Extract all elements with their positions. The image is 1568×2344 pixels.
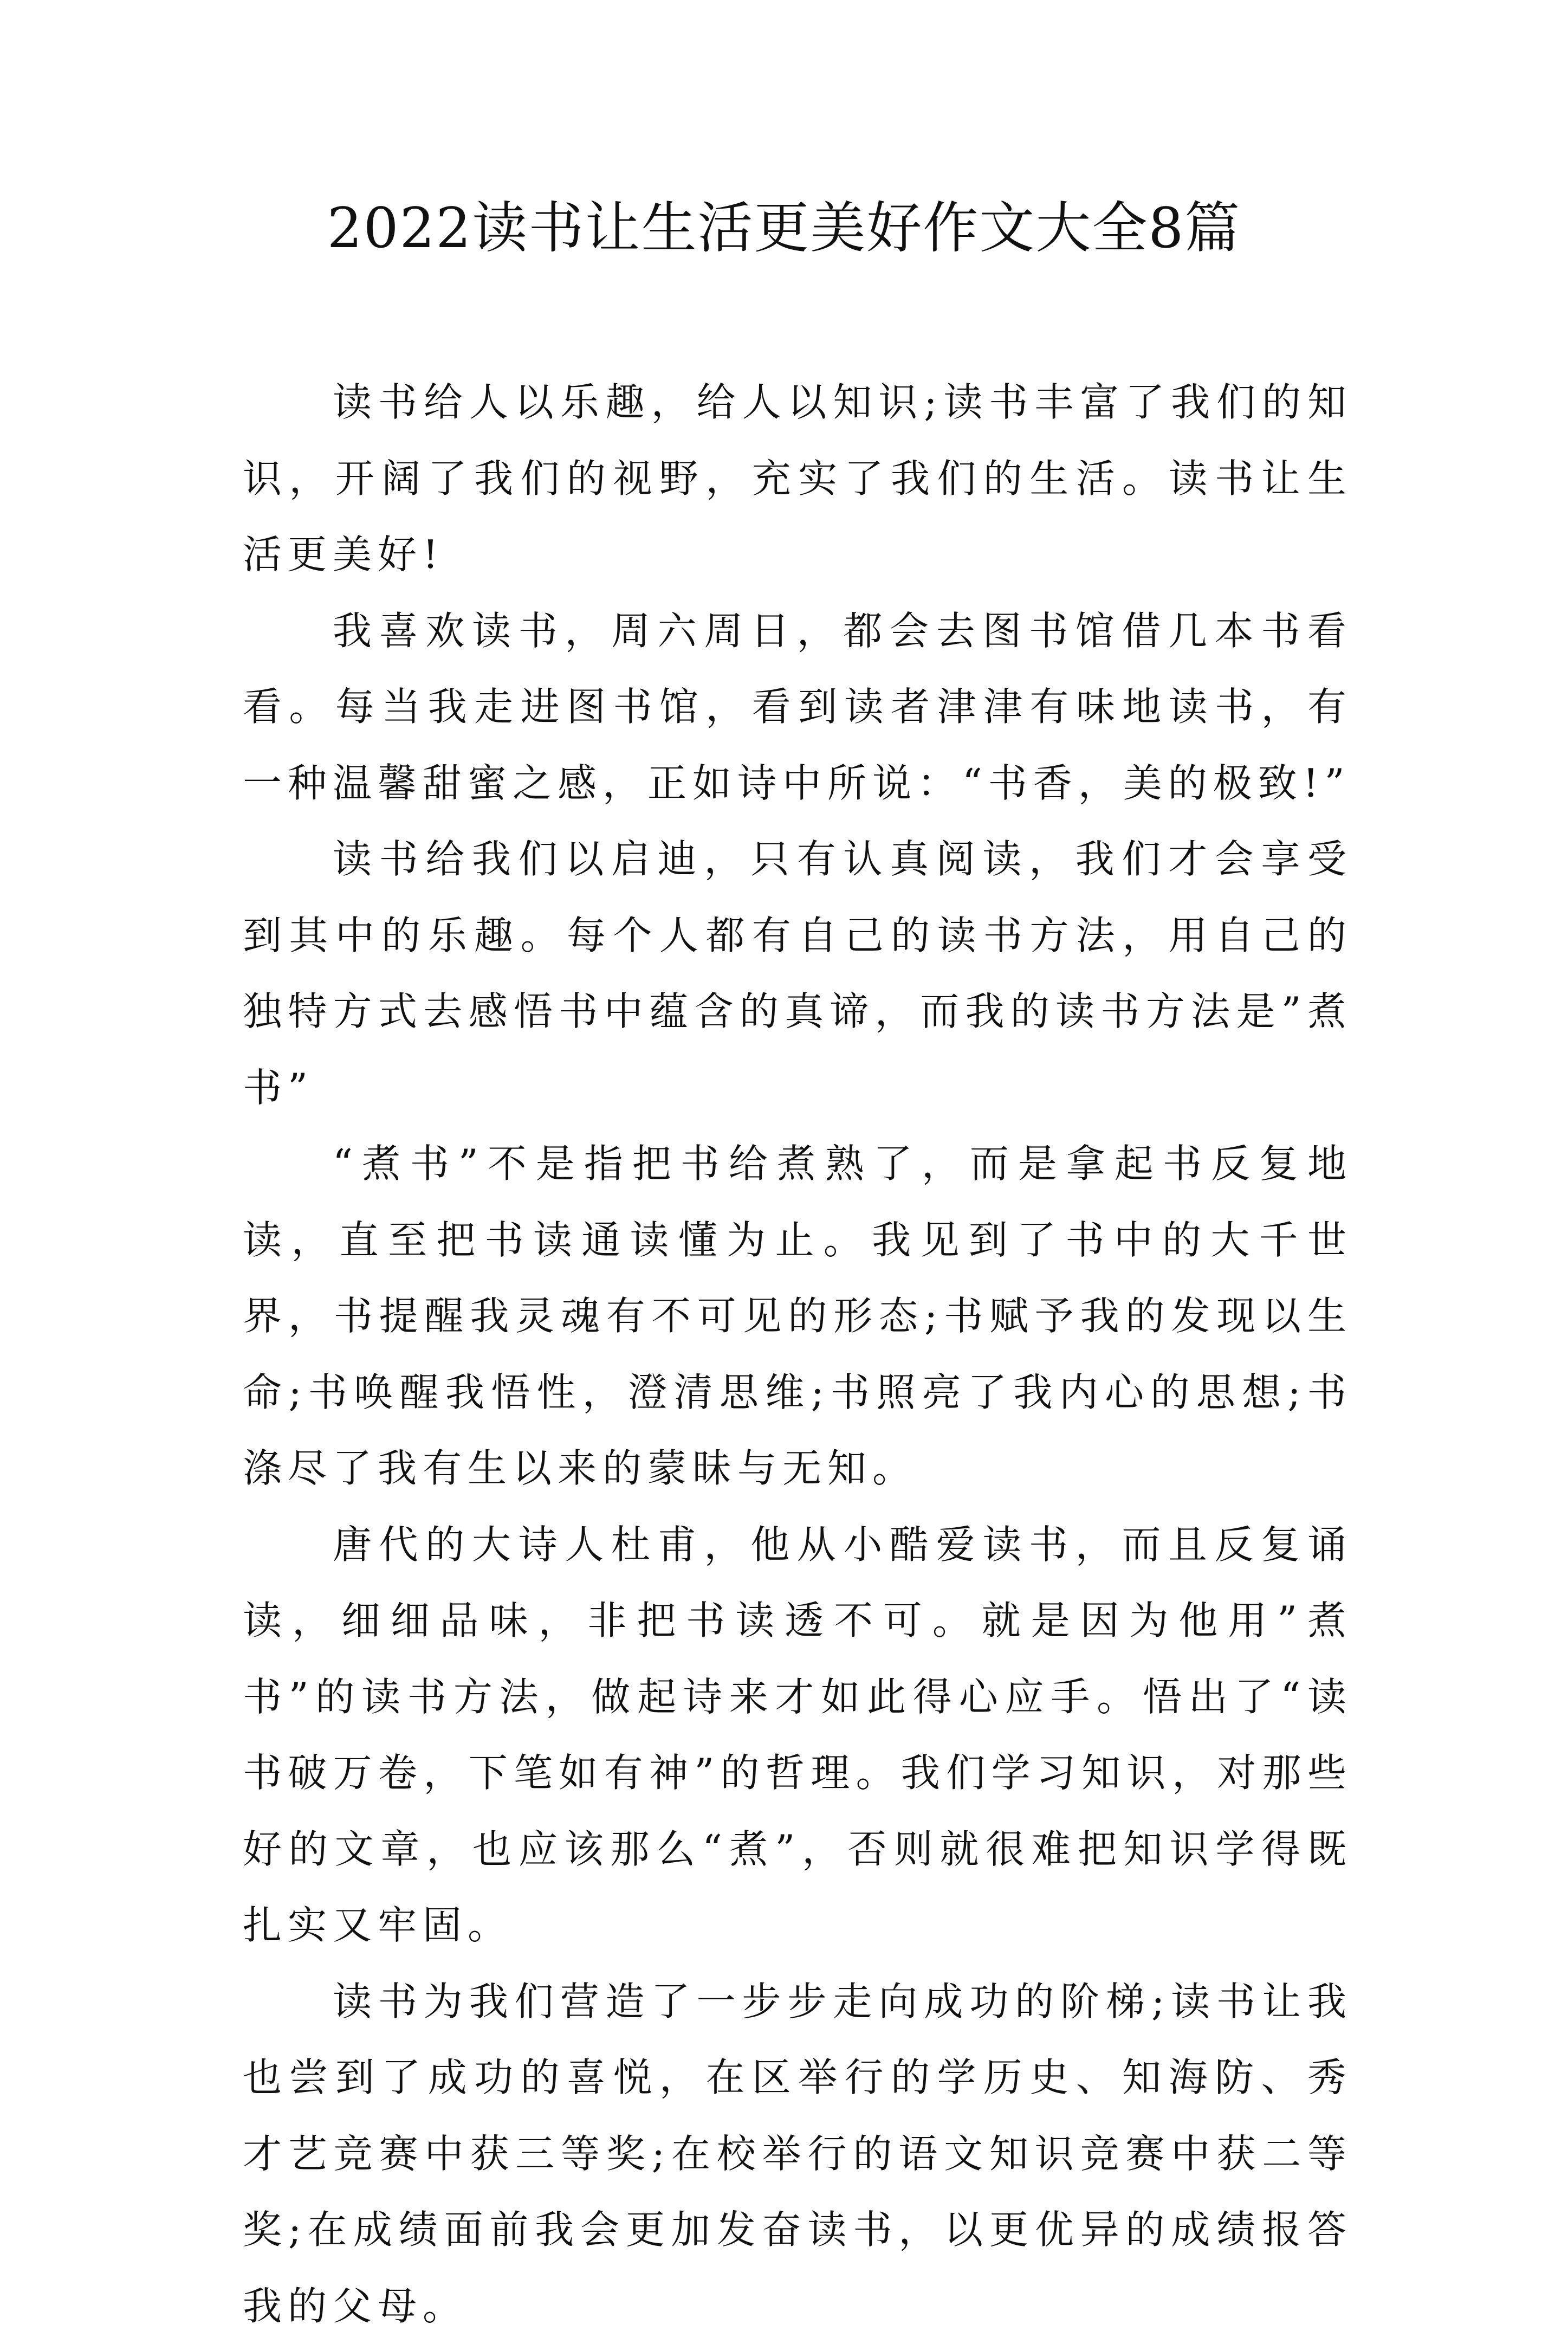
paragraph: 读书给人以乐趣，给人以知识;读书丰富了我们的知识，开阔了我们的视野，充实了我们的生活。读书让生活更美好!: [243, 364, 1352, 593]
document-body: [243, 364, 1352, 2344]
document-title: 2022读书让生活更美好作文大全8篇: [0, 191, 1568, 267]
paragraph: 唐代的大诗人杜甫，他从小酷爱读书，而且反复诵读，细细品味，非把书读透不可。就是因为他用”煮书”的读书方法，做起诗来才如此得心应手。悟出了“读书破万卷，下笔如有神”的哲理。我们学习知识，对那些好的文章，也应该那么“煮”，否则就很难把知识学得既扎实又牢固。: [243, 1507, 1352, 1964]
paragraph: “煮书”不是指把书给煮熟了，而是拿起书反复地读，直至把书读通读懂为止。我见到了书中的大千世界，书提醒我灵魂有不可见的形态;书赋予我的发现以生命;书唤醒我悟性，澄清思维;书照亮了我内心的思想;书涤尽了我有生以来的蒙昧与无知。: [243, 1126, 1352, 1507]
paragraph: 读书给我们以启迪，只有认真阅读，我们才会享受到其中的乐趣。每个人都有自己的读书方法，用自己的独特方式去感悟书中蕴含的真谛，而我的读书方法是”煮书”: [243, 821, 1352, 1126]
paragraph: 读书为我们营造了一步步走向成功的阶梯;读书让我也尝到了成功的喜悦，在区举行的学历史、知海防、秀才艺竞赛中获三等奖;在校举行的语文知识竞赛中获二等奖;在成绩面前我会更加发奋读书，以更优异的成绩报答我的父母。: [243, 1964, 1352, 2344]
paragraph: 我喜欢读书，周六周日，都会去图书馆借几本书看看。每当我走进图书馆，看到读者津津有味地读书，有一种温馨甜蜜之感，正如诗中所说：“书香，美的极致!”: [243, 593, 1352, 822]
